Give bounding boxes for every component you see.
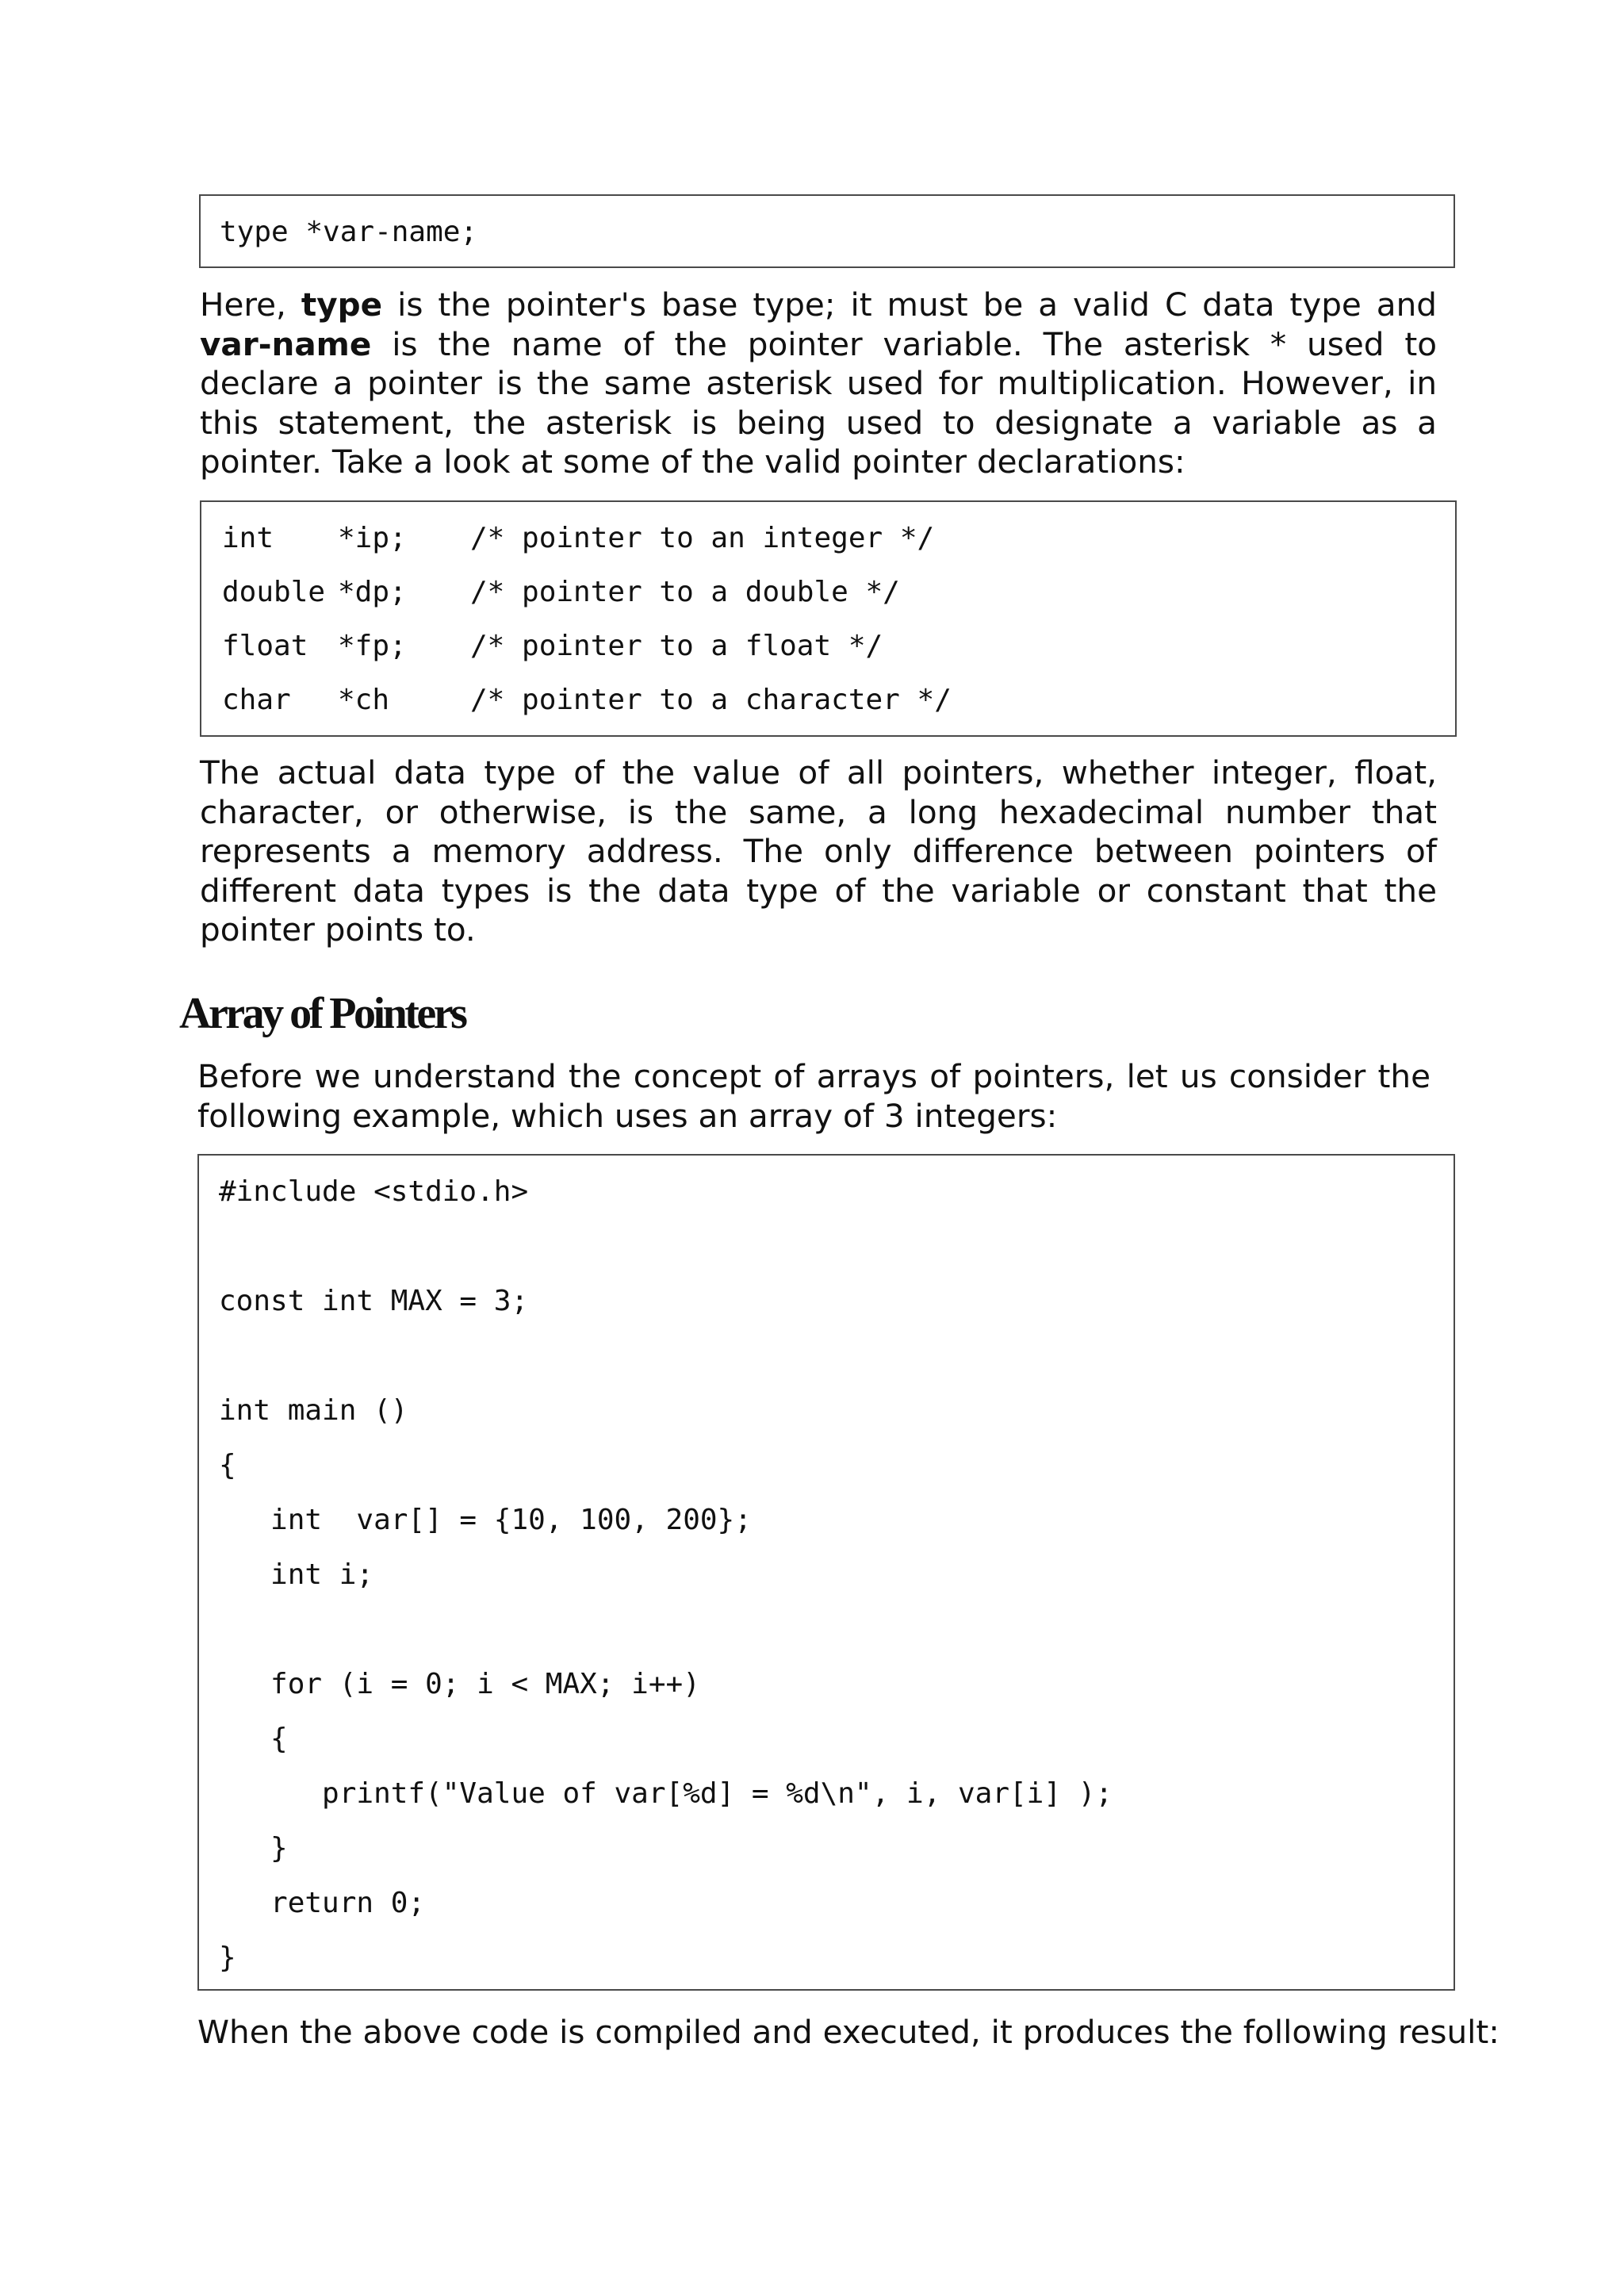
- para1-bold-varname: var-name: [200, 324, 372, 363]
- para1-text-2: is the pointer's base type; it must be a valid C data type and: [382, 286, 1437, 324]
- code-line: return 0;: [219, 1887, 426, 1919]
- decl-comment: /* pointer to a character */: [470, 684, 952, 716]
- syntax-code-line: type *var-name;: [220, 216, 478, 248]
- section-heading: Array of Pointers: [179, 989, 465, 1038]
- example-code-box: [197, 1154, 1455, 1991]
- pointer-definition-paragraph: [200, 286, 1437, 482]
- para1-text-1: Here,: [200, 286, 301, 324]
- decl-name: *dp;: [338, 576, 407, 608]
- decl-comment: /* pointer to an integer */: [470, 522, 935, 554]
- code-line: }: [219, 1832, 288, 1865]
- declarations-code-box: [200, 500, 1457, 737]
- code-line: #include <stdio.h>: [219, 1175, 529, 1208]
- code-line: printf("Value of var[%d] = %d\n", i, var[i] );: [219, 1777, 1113, 1810]
- decl-type: int: [222, 522, 274, 554]
- code-line: int var[] = {10, 100, 200};: [219, 1504, 752, 1536]
- decl-name: *ip;: [338, 522, 407, 554]
- para1-text-3: is the name of the pointer variable. The asterisk * used to declare a pointer is the same asterisk used for multiplication. However, in this statement, the asterisk is being used to designate a variable as a pointer. Take a look at some of the valid pointer declarations:: [200, 324, 1437, 481]
- code-line: int i;: [219, 1558, 374, 1591]
- para1-bold-type: type: [301, 286, 383, 324]
- code-line: {: [219, 1449, 236, 1481]
- array-intro-paragraph: Before we understand the concept of arrays of pointers, let us consider the following example, which uses an array of 3 integers:: [197, 1057, 1431, 1135]
- decl-name: *fp;: [338, 630, 407, 662]
- decl-type: char: [222, 684, 291, 716]
- decl-comment: /* pointer to a double */: [470, 576, 900, 608]
- decl-name: *ch: [338, 684, 390, 716]
- decl-type: double: [222, 576, 326, 608]
- code-line: }: [219, 1941, 236, 1974]
- decl-type: float: [222, 630, 308, 662]
- result-intro-text: When the above code is compiled and executed, it produces the following result:: [197, 2013, 1500, 2051]
- code-line: {: [219, 1723, 288, 1755]
- code-line: const int MAX = 3;: [219, 1285, 529, 1317]
- pointer-data-type-paragraph: The actual data type of the value of all pointers, whether integer, float, character, or otherwise, is the same, a long hexadecimal number that represents a memory address. The only difference between pointers of different data types is the data type of the variable or constant that the pointer points to.: [200, 753, 1437, 949]
- syntax-code-box: [199, 194, 1455, 268]
- decl-comment: /* pointer to a float */: [470, 630, 883, 662]
- code-line: for (i = 0; i < MAX; i++): [219, 1668, 700, 1700]
- code-line: int main (): [219, 1394, 408, 1427]
